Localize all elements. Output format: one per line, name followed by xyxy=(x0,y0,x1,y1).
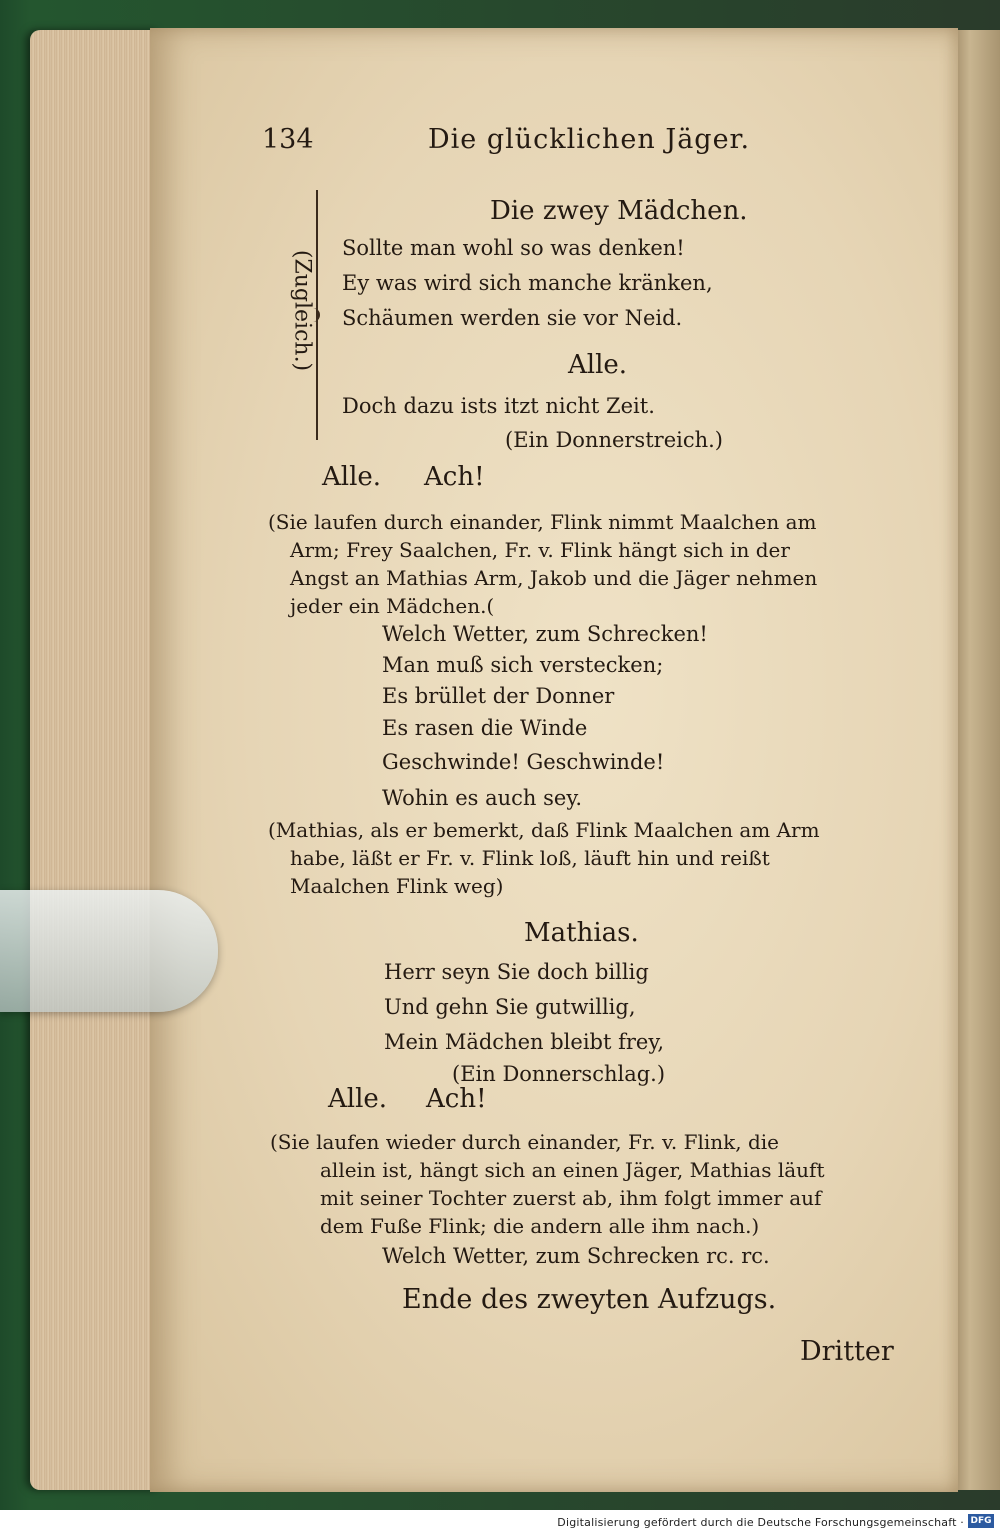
dfg-logo: DFG xyxy=(968,1514,994,1528)
stage-direction-line: mit seiner Tochter zuerst ab, ihm folgt immer auf xyxy=(320,1186,822,1210)
stage-direction-line: (Sie laufen durch einander, Flink nimmt Maalchen am xyxy=(268,510,817,534)
stage-direction-line: Angst an Mathias Arm, Jakob und die Jäger nehmen xyxy=(290,566,818,590)
stage-direction: (Ein Donnerschlag.) xyxy=(452,1062,666,1086)
catchword: Dritter xyxy=(800,1336,894,1367)
speaker-two-girls: Die zwey Mädchen. xyxy=(490,196,748,226)
stage-direction-line: habe, läßt er Fr. v. Flink loß, läuft hin und reißt xyxy=(290,846,770,870)
stage-direction-line: (Mathias, als er bemerkt, daß Flink Maalchen am Arm xyxy=(268,818,820,842)
stage-direction-line: (Sie laufen wieder durch einander, Fr. v. Flink, die xyxy=(270,1130,780,1154)
verse-line: Ey was wird sich manche kränken, xyxy=(342,271,713,295)
verse-line: Und gehn Sie gutwillig, xyxy=(384,995,636,1019)
stage-direction-line: Arm; Frey Saalchen, Fr. v. Flink hängt sich in der xyxy=(290,538,790,562)
stage-direction-line: allein ist, hängt sich an einen Jäger, Mathias läuft xyxy=(320,1158,825,1182)
stage-direction-line: Maalchen Flink weg) xyxy=(290,874,504,898)
page-clip xyxy=(0,890,218,1012)
page-number: 134 xyxy=(262,124,314,155)
book-page-edges xyxy=(30,30,160,1490)
stage-direction: (Ein Donnerstreich.) xyxy=(505,428,723,452)
running-title: Die glücklichen Jäger. xyxy=(428,124,751,155)
verse-line: Schäumen werden sie vor Neid. xyxy=(342,306,683,330)
zugleich-label: (Zugleich.) xyxy=(289,249,315,372)
chorus-line: Welch Wetter, zum Schrecken rc. rc. xyxy=(382,1244,770,1268)
verse-line: Mein Mädchen bleibt frey, xyxy=(384,1030,665,1054)
speaker-all: Alle. xyxy=(328,1084,388,1114)
chorus-line: Wohin es auch sey. xyxy=(382,786,583,810)
verse-line: Sollte man wohl so was denken! xyxy=(342,236,685,260)
chorus-line: Man muß sich verstecken; xyxy=(382,653,664,677)
chorus-line: Es brüllet der Donner xyxy=(382,684,615,708)
exclamation: Ach! xyxy=(424,462,485,492)
chorus-line: Welch Wetter, zum Schrecken! xyxy=(382,622,708,646)
speaker-mathias: Mathias. xyxy=(524,918,639,948)
verse-line: Doch dazu ists itzt nicht Zeit. xyxy=(342,394,655,418)
stage-direction-line: jeder ein Mädchen.( xyxy=(290,594,495,618)
speaker-all: Alle. xyxy=(322,462,382,492)
footer-credit: Digitalisierung gefördert durch die Deutsche Forschungsgemeinschaft · xyxy=(557,1516,964,1529)
chorus-line: Geschwinde! Geschwinde! xyxy=(382,750,665,774)
verse-line: Herr seyn Sie doch billig xyxy=(384,960,649,984)
stage-direction-line: dem Fuße Flink; die andern alle ihm nach.) xyxy=(320,1214,760,1238)
exclamation: Ach! xyxy=(426,1084,487,1114)
speaker-all: Alle. xyxy=(568,350,628,380)
chorus-line: Es rasen die Winde xyxy=(382,716,588,740)
act-end: Ende des zweyten Aufzugs. xyxy=(402,1284,777,1315)
